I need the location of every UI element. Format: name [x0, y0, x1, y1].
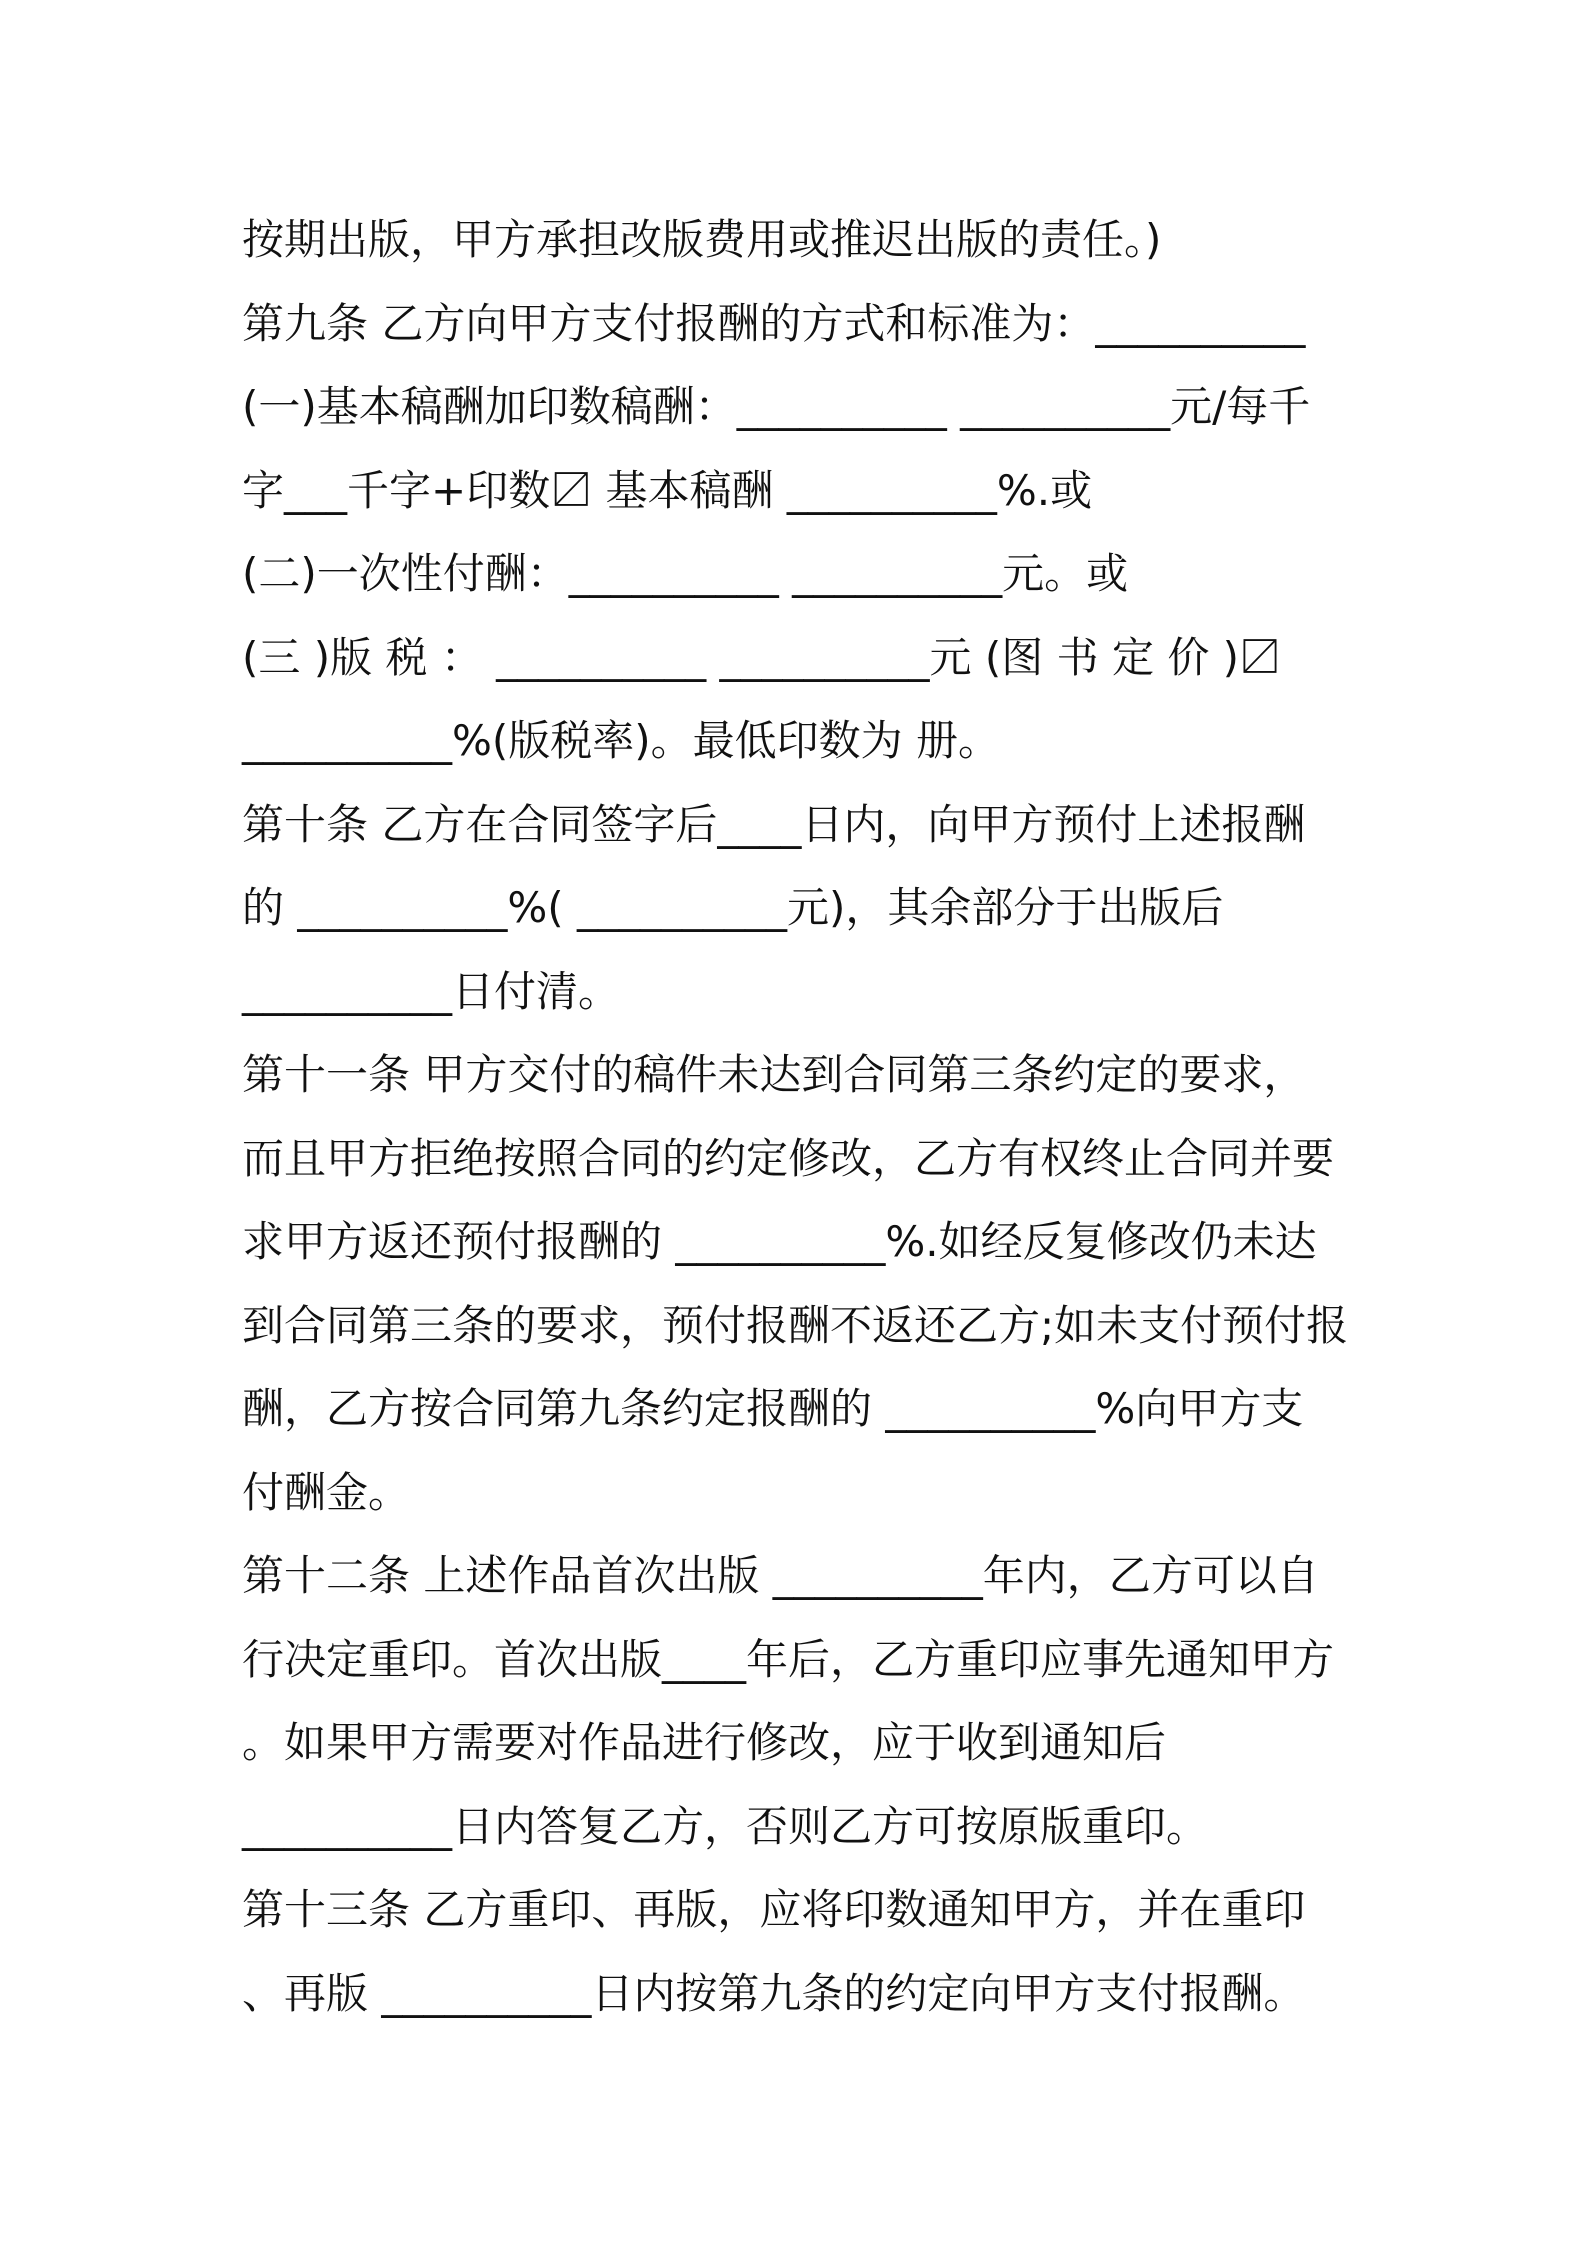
text-line: 到合同第三条的要求，预付报酬不返还乙方;如未支付预付报: [242, 1300, 1349, 1350]
text-line: 按期出版，甲方承担改版费用或推迟出版的责任。): [242, 215, 1162, 264]
text-line: 酬，乙方按合同第九条约定报酬的 __________%向甲方支: [242, 1384, 1304, 1433]
text-line: 、再版 __________日内按第九条的约定向甲方支付报酬。: [242, 1968, 1306, 2018]
article-9-line: 第九条 乙方向甲方支付报酬的方式和标准为：__________: [242, 298, 1306, 348]
article-13-line: 第十三条 乙方重印、再版，应将印数通知甲方，并在重印: [242, 1885, 1306, 1934]
text-line: (三 )版 税 ： __________ __________元 (图 书 定 价 )〼: [242, 632, 1282, 682]
text-line: 而且甲方拒绝按照合同的约定修改，乙方有权终止合同并要: [242, 1133, 1335, 1183]
text-line: __________日内答复乙方，否则乙方可按原版重印。: [242, 1801, 1209, 1851]
text-line: 行决定重印。首次出版____年后，乙方重印应事先通知甲方: [242, 1634, 1335, 1684]
text-line: 。如果甲方需要对作品进行修改，应于收到通知后: [242, 1718, 1167, 1767]
article-11-line: 第十一条 甲方交付的稿件未达到合同第三条约定的要求，: [242, 1050, 1306, 1099]
text-line: __________%(版税率)。最低印数为 册。: [242, 716, 1001, 765]
text-line: (二)一次性付酬：__________ __________元。或: [242, 549, 1129, 598]
contract-text: [242, 198, 1352, 2035]
text-line: 的 __________%( __________元)，其余部分于出版后: [242, 883, 1224, 932]
text-line: 求甲方返还预付报酬的 __________%.如经反复修改仍未达: [242, 1217, 1317, 1266]
text-line: 付酬金。: [242, 1467, 411, 1517]
text-line: __________日付清。: [242, 966, 621, 1016]
article-12-line: 第十二条 上述作品首次出版 __________年内，乙方可以自: [242, 1551, 1319, 1600]
text-line: 字___千字+印数〼 基本稿酬 __________%.或: [242, 465, 1093, 515]
article-10-line: 第十条 乙方在合同签字后____日内，向甲方预付上述报酬: [242, 799, 1306, 849]
text-line: (一)基本稿酬加印数稿酬：__________ __________元/每千: [242, 382, 1311, 431]
